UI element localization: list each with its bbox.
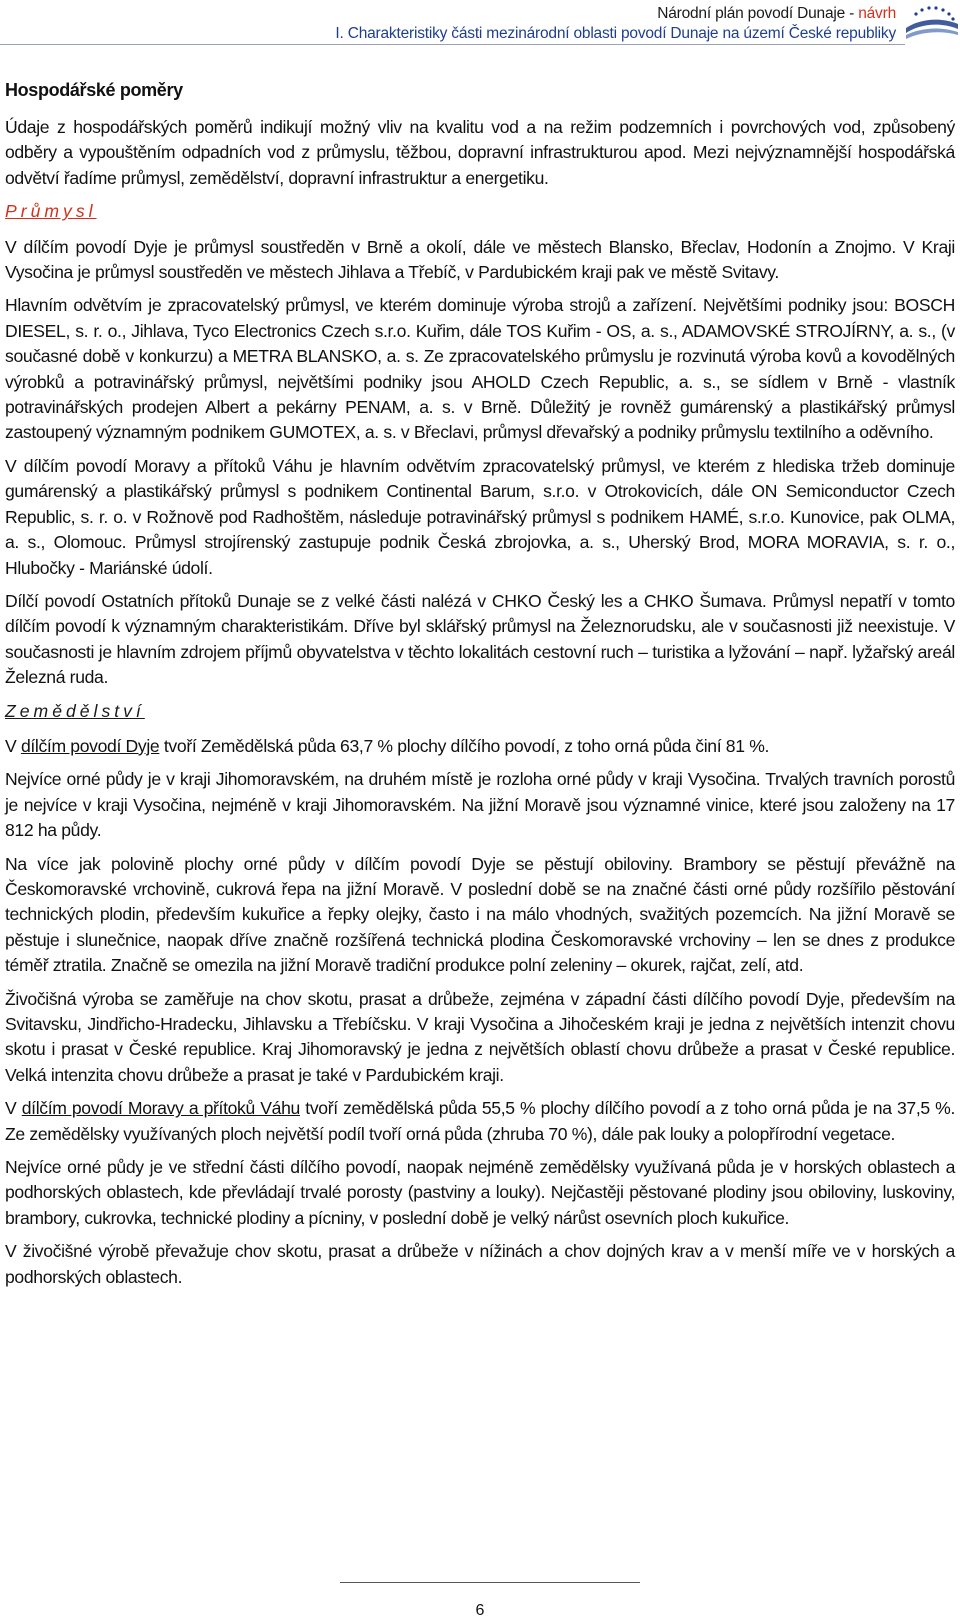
morava-basin-link: dílčím povodí Moravy a přítoků Váhu xyxy=(21,1098,300,1119)
industry-paragraph-2: Hlavním odvětvím je zpracovatelský průmysl, ve kterém dominuje výroba strojů a zařízení. Největšími podniky jsou: BOSCH DIESEL, s. r. o., Jihlava, Tyco Electronics Czech s.r.o. Kuřim, dále TOS Kuřim - OS, a. s., ADAMOVSKÉ STROJÍRNY, a. s., (v současné době v konkurzu) a METRA BLANSKO, a. s. Ze zpracovatelského průmyslu je rozvinutá výroba kovů a kovodělných výrobků a potravinářský průmysl, největšími podniky jsou AHOLD Czech Republic, a. s., se sídlem v Brně - vlastník potravinářských prodejen Albert a pekárny PENAM, a. s. v Brně. Důležitý je rovněž gumárenský a plastikářský průmysl zastoupený významným podnikem GUMOTEX, a. s. v Břeclavi, průmysl dřevařský a podniky průmyslu textilního a oděvního. xyxy=(5,295,955,443)
footer-divider xyxy=(340,1582,640,1583)
eu-stars-logo-icon xyxy=(904,2,960,42)
document-title-text: Národní plán povodí Dunaje - xyxy=(657,5,859,22)
agriculture-paragraph-1 xyxy=(5,734,955,759)
page-number: 6 xyxy=(475,1602,485,1619)
industry-paragraph-1: V dílčím povodí Dyje je průmysl soustředěn v Brně a okolí, dále ve městech Blansko, Břeclav, Hodonín a Znojmo. V Kraji Vysočina je průmysl soustředěn ve městech Jihlava a Třebíč, v Pardubickém kraji pak ve městě Svitavy. xyxy=(5,236,955,283)
agriculture-paragraph-7: V živočišné výrobě převažuje chov skotu, prasat a drůbeže v nížinách a chov dojných krav a v menší míře ve v horských a podhorských oblastech. xyxy=(5,1241,955,1287)
agriculture-p1-rest: tvoří Zemědělská půda 63,7 % plochy dílčího povodí, z toho orná půda činí 81 %. xyxy=(159,735,770,756)
agriculture-heading: Zemědělství xyxy=(5,700,145,721)
page-footer xyxy=(0,1560,960,1620)
page-header xyxy=(0,0,960,46)
agriculture-paragraph-6: Nejvíce orné půdy je ve střední části dílčího povodí, naopak nejméně zemědělsky využívaná půda je v horských oblastech a podhorských oblastech, kde převládají trvalé porosty (pastviny a louky). Nejčastěji pěstované plodiny jsou obiloviny, luskoviny, brambory, cukrovka, technické plodiny a pícniny, v poslední době je velký nárůst osevních ploch kukuřice. xyxy=(5,1157,955,1228)
industry-paragraph-4: Dílčí povodí Ostatních přítoků Dunaje se z velké části nalézá v CHKO Český les a CHKO Šumava. Průmysl nepatří v tomto dílčím povodí k významným charakteristikám. Dříve byl sklářský průmysl na Železnorudsku, ale v současnosti již neexistuje. V současnosti je hlavním zdrojem příjmů obyvatelstva v těchto lokalitách cestovní ruch – turistika a lyžování – např. lyžařský areál Železná ruda. xyxy=(5,590,955,688)
document-body xyxy=(5,78,955,1298)
agriculture-p5-rest: tvoří zemědělská půda 55,5 % plochy dílčího povodí a z toho orná půda je na 37,5 %. Ze zemědělsky využívaných ploch největší podíl tvoří orná půda (zhruba 70 %), dále pak louky a polopřírodní vegetace. xyxy=(5,1098,955,1144)
agriculture-paragraph-5 xyxy=(5,1096,955,1147)
industry-heading: Průmysl xyxy=(5,201,97,222)
intro-paragraph: Údaje z hospodářských poměrů indikují možný vliv na kvalitu vod a na režim podzemních i povrchových vod, způsobený odběry a vypouštěním odpadních vod z průmyslu, těžbou, dopravní infrastrukturou apod. Mezi nejvýznamnější hospodářská odvětví řadíme průmysl, zemědělství, dopravní infrastruktur a energetiku. xyxy=(5,117,955,188)
agriculture-p5-prefix: V xyxy=(5,1098,22,1119)
section-title: Hospodářské poměry xyxy=(5,80,183,100)
agriculture-p1-prefix: V xyxy=(5,735,21,756)
agriculture-paragraph-4: Živočišná výroba se zaměřuje na chov skotu, prasat a drůbeže, zejména v západní části dílčího povodí Dyje, především na Svitavsku, Jindřicho-Hradecku, Jihlavsku a Třebíčsku. V kraji Vysočina a Jihočeském kraji je jedna z největších intenzit chovu skotu i prasat v České republice. Kraj Jihomoravský je jedna z největších oblastí chovu drůbeže a prasat v České republice. Velká intenzita chovu drůbeže a prasat je také v Pardubickém kraji. xyxy=(5,988,955,1085)
agriculture-paragraph-2: Nejvíce orné půdy je v kraji Jihomoravském, na druhém místě je rozloha orné půdy v kraji Vysočina. Trvalých travních porostů je nejvíce v kraji Vysočina, nejméně v kraji Jihomoravském. Na jižní Moravě jsou významné vinice, které jsou založeny na 17 812 ha půdy. xyxy=(5,769,955,841)
dyje-basin-link: dílčím povodí Dyje xyxy=(20,735,160,756)
header-text xyxy=(335,4,896,44)
agriculture-paragraph-3: Na více jak polovině plochy orné půdy v dílčím povodí Dyje se pěstují obiloviny. Brambory se pěstují převážně na Českomoravské vrchovině, cukrová řepa na jižní Moravě. V poslední době se na značné části orné půdy rozšířilo pěstování technických plodin, především kukuřice a řepky olejky, často i na málo vhodných, svažitých pozemcích. Na jižní Moravě se pěstuje i slunečnice, naopak dříve značně rozšířená technická plodina Českomoravské vrchoviny – len se dnes z produkce téměř ztratila. Značně se omezila na jižní Moravě tradiční produkce polní zeleniny – okurek, rajčat, zelí, atd. xyxy=(5,853,955,976)
industry-paragraph-3: V dílčím povodí Moravy a přítoků Váhu je hlavním odvětvím zpracovatelský průmysl, ve kterém z hlediska tržeb dominuje gumárenský a plastikářský průmysl s podnikem Continental Barum, s.r.o. v Otrokovicích, dále ON Semiconductor Czech Republic, s. r. o. v Rožnově pod Radhoštěm, následuje potravinářský průmysl s podnikem HAMÉ, s.r.o. Kunovice, pak OLMA, a. s., Olomouc. Průmysl strojírenský zastupuje podnik Česká zbrojovka, a. s., Uherský Brod, MORA MORAVIA, s. r. o., Hlubočky - Mariánské údolí. xyxy=(5,455,955,578)
document-title xyxy=(335,4,896,24)
document-subtitle: I. Charakteristiky části mezinárodní oblasti povodí Dunaje na území České republiky xyxy=(335,25,896,42)
draft-label: návrh xyxy=(858,5,896,22)
header-divider xyxy=(0,44,905,45)
